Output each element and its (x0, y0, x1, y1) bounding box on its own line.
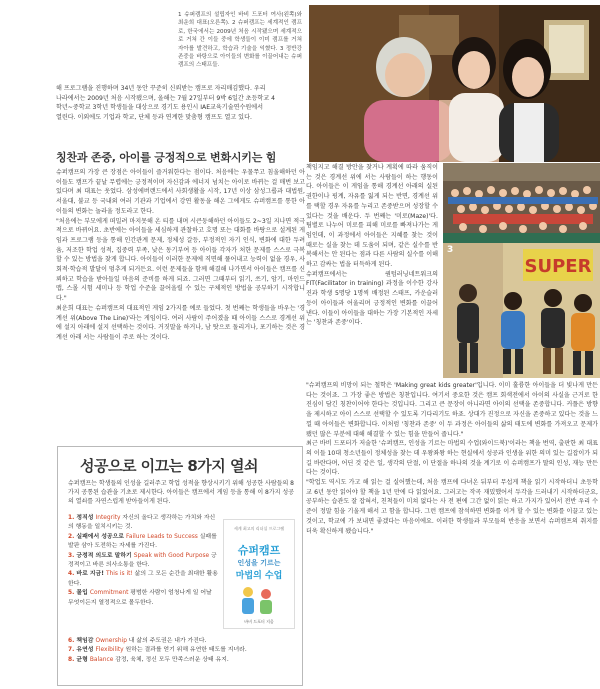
keys-list-wide (68, 637, 296, 665)
key-item-8 (68, 656, 296, 665)
key-title: 긍정적 의도로 말하기 (76, 552, 134, 559)
photo-staff (443, 243, 600, 378)
right-quote-1: "슈퍼캠프의 비망이 되는 철학은 'Making great kids greater'입니다. 이미 훌륭한 아이들을 더 빛나게 만든다는 것이죠. 그 가장 좋은 방법은 칭찬입니다. 여기서 중요한 것은 캠프 회색전에서 아이의 사실을 근거로 한 진심이 담긴 칭찬이어야 한다는 것입니다. 그리고 큰 문장이 아니라면 아이의 선택을 존중합니다. 커플은 방향을 제시하고 아이 스스로 선택할 수 있도록 기다리기도 하죠. 상대가 진정으로 자신을 존중하고 있다는 것을 느낄 때 아이들은 변화합니다. 이처럼 '칭찬과 존중' 이 두 과정은 아이들의 삶의 태도에 변화를 가져오고 문제가 됐던 많은 부분에 대해 해결할 수 있는 힘을 만들어 줍니다." (306, 382, 598, 438)
photo-number-3: 3 (447, 245, 454, 255)
book-title-1: 슈퍼캠프 (237, 544, 281, 557)
keys-list (68, 514, 218, 608)
key-english: This is it! (105, 571, 133, 578)
key-title: 균형 (76, 656, 90, 663)
key-english: Ownership (95, 638, 127, 644)
intro-line-4: 열린다. 이외에도 기업과 학교, 단체 등과 연계한 맞춤형 캠프도 열고 있다. (56, 114, 252, 122)
key-desc: 삶의 그 모든 순간을 최대한 활용한다. (68, 571, 218, 587)
right-column-lower (306, 381, 598, 683)
key-item-5 (68, 589, 218, 608)
key-num: 1. (68, 515, 77, 521)
key-english: Speak with Good Purpose (133, 552, 210, 559)
key-english: Flexibility (95, 647, 124, 654)
key-desc: 내 삶의 주도권은 내가 가진다. (126, 638, 207, 644)
section-body (56, 168, 305, 438)
key-item-6 (68, 637, 296, 646)
book-illustration-icon (236, 582, 282, 618)
key-title: 실패에서 성공으로 (76, 533, 127, 540)
key-item-1 (68, 514, 218, 533)
book-title-2: 인성을 기르는 (237, 559, 281, 567)
intro-text (56, 84, 301, 123)
photo-sign-text: SUPER (524, 256, 592, 277)
book-author: 바비 드포터 지음 (244, 619, 274, 624)
key-english: Commitment (89, 590, 129, 597)
right-paragraph-2: 슈퍼캠프에서는 퀀텀러닝네트워크의 FIT(Facilitator in training) 과정을 이수한 강사진과 학생 5명당 1명씩 배정된 스태프, 카운슬러 등이 아이들과 어울리며 긍정적인 변화를 이끌어낸다. 이들이 아이들을 대하는 가장 기본적인 자세는 '칭찬과 존중'이다. (306, 270, 438, 327)
key-item-7 (68, 646, 296, 655)
body-paragraph-1: 슈퍼캠프의 가장 큰 장점은 아이들이 즐거워한다는 점이다. 처음에는 우물쭈고 침울해하던 아이들도 캠프가 끝날 무렵에는 긍정적이며 자신감과 에너지 넘치는 아이로 바뀌는 걸 매번 보고 있다며 최 대표는 웃었다. 삼성에버랜드에서 사회생활을 시작, 17년 이상 삼성그룹과 대법원, 서울대, 불교 등 국내외 여러 기관과 기업에서 강연 활동을 해온 그에게도 슈퍼캠프를 통한 아이들의 변화는 놀라울 정도라고 한다. (56, 169, 305, 215)
box-intro: 슈퍼캠프는 학생들의 인성을 길러주고 학업 성적을 향상시키기 위해 성공한 사람들의 8가지 공통된 습관을 기초로 제시한다. 아이들은 캠프에서 게임 등을 통해 이 8가지 성공의 열쇠를 자연스럽게 받아들이게 된다. (68, 480, 294, 505)
success-keys-box (57, 446, 303, 686)
photo-group (443, 163, 600, 243)
key-title: 유연성 (76, 647, 96, 654)
key-desc: 실패를 발판 삼아 도전하는 자세를 가진다. (68, 533, 217, 550)
book-cover (223, 519, 295, 629)
right-paragraph-3: 최근 바비 드포터가 저술한 '슈퍼캠프, 인성을 기르는 마법의 수업(와이드북)'이라는 책을 번역, 출판한 최 대표의 이들 10대 청소년들이 정체성을 찾는 데 우왕좌왕 하는 현실에서 성공과 인생을 위한 의미 있는 길잡이가 되길 바란다며, 어딘 것 같은 일, 생각의 단절, 이 단절을 하나의 것을 계기로 이 슈퍼캠프가 딸의 인성, 재능 만든다는 것이다. (306, 440, 598, 477)
right-paragraph-1: 책임지고 해결 방안을 찾거나 계획에 따라 움직이는 것은 경계선 위에 서는 사람들이 하는 행동이다. 아이들은 이 게임을 통해 경계선 아래의 실된 권한이나 핑계, 자유를 잃게 되는 반면, 경계선 위를 택할 경우 자유를 누리고 존중받으며 성장할 수 있다는 것을 배운다. 두 번째는 '미로(Maze)'다. 팀별로 나누어 미로를 피해 미로를 빠져나가는 게임인데, 이 과정에서 아이들은 지혜를 찾는 것이 때로는 실을 찾는 데 도움이 되며, 같은 실수를 반복해서는 안 된다는 점과 다른 사람의 실수를 이해하고 감싸는 법을 터득하게 된다. (306, 164, 438, 269)
key-english: Integrity (95, 515, 121, 521)
key-num: 3. (68, 552, 77, 559)
right-quote-2: "학업도 역시도 가고 해 읽는 걸 실어했는데, 처음 캠프에 다녀온 뒤부터 무섭게 책을 읽기 시작하더니 초등학교 6년 동안 읽어야 할 책을 1년 만에 다 읽었어요. 그러고는 작곡 재밌했어서 두각을 드러내기 시작하더군요, 공부하는 습관도 잘 잡혀서, 친척들이 미쳐 없다는 사 전 편에 그간 없이 읽는 하고 가지가 있어서 전반 우리 수준이 정말 힘을 기울게 해서 고 함을 합니다. 그런 캠프에 참석하면 변화를 이겨 할 수 있는 변화를 이끌고 있는 것이고, 학교에 가 보내면 좋겠다는 마음이에요. 이러한 학생들과 부모들의 반응을 보면서 슈퍼캠프의 취지를 더욱 확신하게 됐습니다." (306, 479, 598, 535)
photo-founders (309, 5, 600, 162)
intro-line-1: 해 프로그램을 진행하며 34년 동안 꾸준히 신뢰받는 캠프로 자리매김했다. 우리 (56, 85, 266, 92)
body-paragraph-2: "처음에는 부모에게 떠밀려 마지못해 온 티를 내며 시큰둥해하던 아이들도 2~3일 지나면 적극적으로 바뀌어요. 초반에는 아이들을 세심하게 관찰하고 호명 또는 대화를 바탕으로 설계된 게임과 프로그램 등을 통해 인간관계 문제, 정체성 갈등, 부정적인 자기 인식, 변화에 대한 두려움, 저조한 학업 성적, 집중력 부족, 낮은 동기부여 등 아이들 각자가 처한 문제를 스스로 극복할 수 있는 방법을 찾게 합니다. 아이들이 이러한 문제에 직면해 풀어내고 능력이 없을 경우, 사회적·학습적 발달이 멈추게 되거든요. 이런 문제들을 함께 해결해 나가면서 아이들은 캠프를 신뢰하고 학습을 받아들일 마음의 준비를 하게 되죠. 그러면 그때부터 읽기, 쓰기, 암기, 마인드맵, 스몰 시험 세미나 등 학업 수준을 끌어올릴 수 있는 구체적인 방법을 공부하기 시작합니다." (56, 217, 305, 303)
key-title: 몰입 (76, 590, 90, 597)
key-num: 2. (68, 533, 77, 540)
key-item-4 (68, 570, 218, 589)
key-item-3 (68, 552, 218, 571)
key-desc: 감정, 육체, 정신 모두 만족스러운 상태 유지. (113, 656, 229, 663)
key-title: 바로 지금! (76, 571, 106, 578)
key-desc: 평범한 사람이 엄청나게 일 어날 무엇이든지 열정적으로 몰두한다. (68, 590, 212, 606)
key-title: 책임감 (76, 638, 96, 644)
section-heading: 칭찬과 존중, 아이를 긍정적으로 변화시키는 힘 (56, 151, 277, 164)
right-column-upper (306, 163, 438, 378)
key-num: 5. (68, 590, 77, 597)
key-num: 6. (68, 638, 77, 644)
key-english: Failure Leads to Success (126, 533, 198, 540)
book-subtitle: 세계 최고의 리더십 프로그램 (233, 526, 285, 531)
key-item-2 (68, 533, 218, 552)
intro-line-3: 학년~중학교 3학년 학생들을 대상으로 경기도 용인시 IAE교육기술연수원에서 (56, 104, 264, 112)
key-desc: 긍정적이고 바른 의사소통을 한다. (68, 552, 217, 569)
key-num: 8. (68, 656, 77, 663)
body-paragraph-3: 최운희 대표는 슈퍼캠프의 대표적인 게임 2가지를 예로 들었다. 첫 번째는 학생들을 바우는 '경계선 위(Above The Line)'라는 게임이다. 여러 사람이 주어졌을 때 아이들 스스로 경계선 위에 설지 아래에 설지 선택하는 것이다. 거짓말을 하거나, 남 탓으로 돌리거나, 포기하는 것은 경계선 아래 서는 사람들이 주로 하는 것이다. (56, 304, 305, 341)
box-title: 성공으로 이끄는 8가지 열쇠 (80, 457, 258, 475)
intro-line-2: 나라에서는 2009년 처음 시작됐으며, 올해는 7월 27일부터 9박 6일간 초등학교 4 (56, 94, 276, 102)
key-num: 4. (68, 571, 77, 578)
photo-caption: 1 슈퍼캠프의 설립자인 바비 드포터 여사(왼쪽)와 최운희 대표(오른쪽). 2 슈퍼캠프는 세계적인 캠프로, 한국에서는 2009년 처음 시작됐으며 세계적으로 거쳐 간 이들 중에 학생들이 이미 캠프를 거쳐 자아를 발견하고, 학습과 기술을 익혔다. 3 정반강 존중을 바탕으로 아이들의 변화를 이끌어내는 슈퍼캠프의 스태프들. (178, 12, 302, 69)
key-title: 정직성 (76, 515, 96, 521)
key-desc: 자신의 올다고 생각하는 가치와 자신의 행동을 일치시키는 것. (68, 515, 216, 531)
key-desc: 원하는 결과를 얻기 위해 유연한 태도를 지녀라. (123, 647, 247, 654)
key-num: 7. (68, 647, 77, 654)
key-english: Balance (89, 656, 114, 663)
book-title-3: 마법의 수업 (235, 571, 283, 581)
